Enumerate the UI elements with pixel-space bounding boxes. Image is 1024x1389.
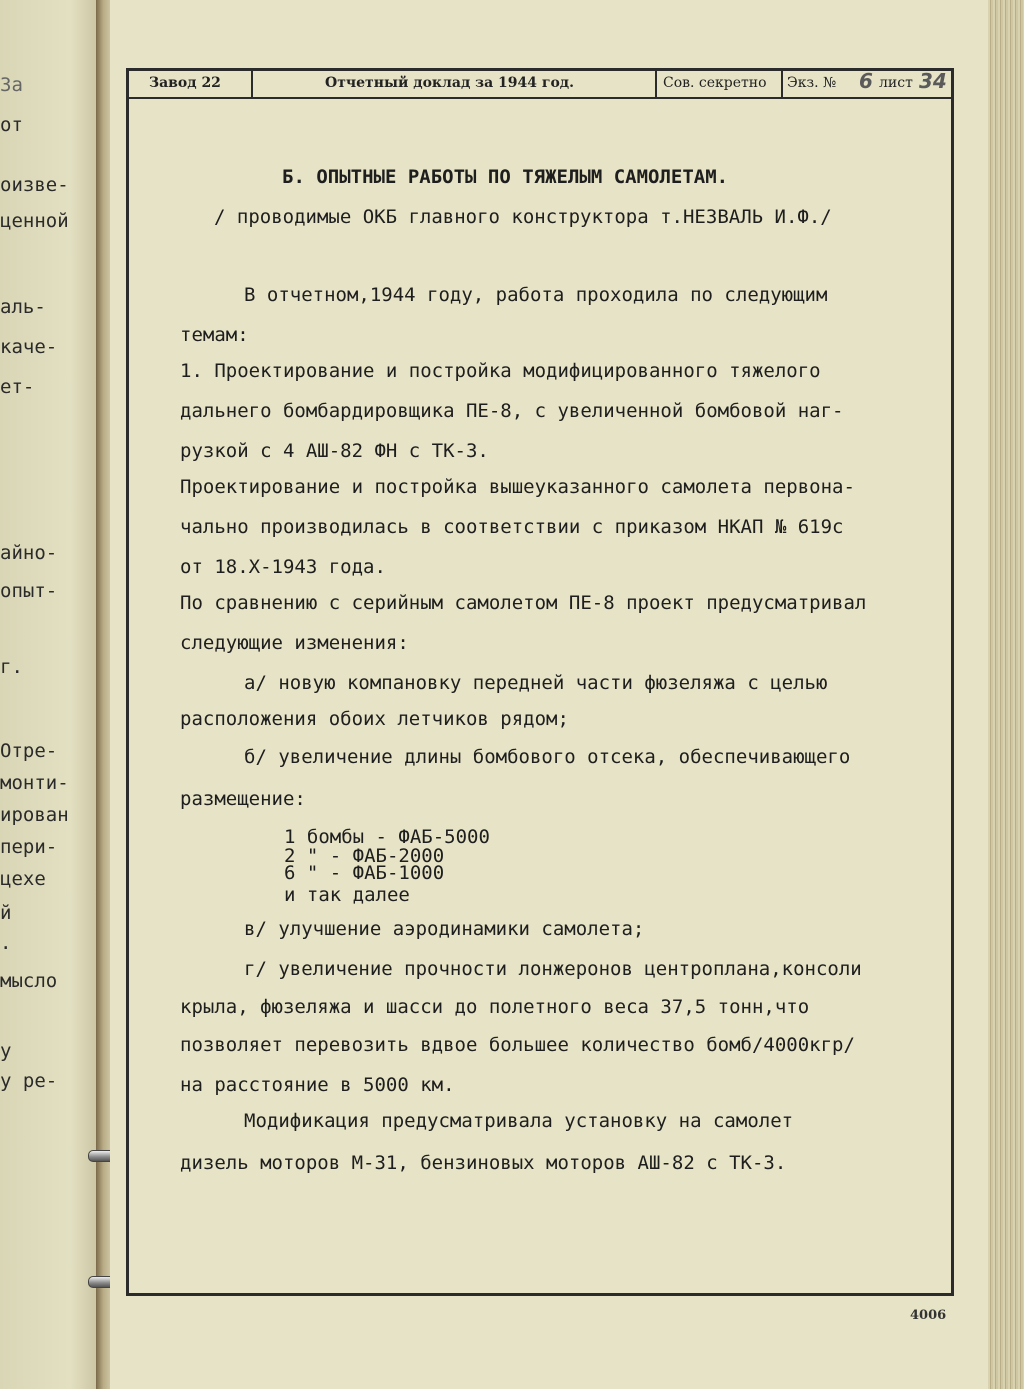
text-line: дизель моторов М-31, бензиновых моторов АШ-82 с ТК-3.	[180, 1152, 787, 1174]
left-page-line: ценной	[0, 210, 69, 232]
left-page	[0, 0, 100, 1389]
bomb-list-item: 1 бомбы - ФАБ-5000	[284, 826, 490, 848]
left-page-line: ет-	[0, 376, 35, 398]
left-page-line: й	[0, 902, 12, 924]
left-page-line: цехе	[0, 868, 46, 890]
bomb-list-item: 2 " - ФАБ-2000	[284, 845, 445, 867]
left-page-line: ирован	[0, 804, 69, 826]
page-number: 4006	[910, 1308, 947, 1323]
text-line: 1. Проектирование и постройка модифицированного тяжелого	[180, 360, 821, 382]
left-page-line: Отре-	[0, 740, 58, 762]
text-line: а/ новую компановку передней части фюзеляжа с целью	[244, 672, 828, 694]
left-page-line: айно-	[0, 542, 58, 564]
sheet-number: 34	[919, 69, 947, 93]
bomb-list-item: 6 " - ФАБ-1000	[284, 862, 445, 884]
text-line: на расстояние в 5000 км.	[180, 1074, 455, 1096]
text-line: б/ увеличение длины бомбового отсека, обеспечивающего	[244, 746, 851, 768]
sheet-label: лист	[879, 75, 913, 91]
text-line: следующие изменения:	[180, 632, 409, 654]
text-line: расположения обоих летчиков рядом;	[180, 708, 569, 730]
left-page-line: оизве-	[0, 174, 69, 196]
copy-number: 6	[859, 69, 873, 93]
text-line: от 18.Х-1943 года.	[180, 556, 386, 578]
left-page-line: монти-	[0, 772, 69, 794]
left-page-line: опыт-	[0, 580, 58, 602]
text-line: чально производилась в соответствии с приказом НКАП № 619с	[180, 516, 844, 538]
text-line: и так далее	[284, 884, 410, 906]
left-page-line: у	[0, 1040, 12, 1062]
left-page-line: пери-	[0, 836, 58, 858]
copy-label: Экз. №	[787, 75, 837, 91]
left-page-line: у ре-	[0, 1070, 58, 1092]
text-line: темам:	[180, 324, 249, 346]
report-title: Отчетный доклад за 1944 год.	[325, 75, 575, 91]
text-line: дальнего бомбардировщика ПЕ-8, с увеличенной бомбовой наг-	[180, 400, 844, 422]
text-line: крыла, фюзеляжа и шасси до полетного веса 37,5 тонн,что	[180, 996, 810, 1018]
section-title: Б. ОПЫТНЫЕ РАБОТЫ ПО ТЯЖЕЛЫМ САМОЛЕТАМ.	[282, 166, 729, 188]
text-line: Проектирование и постройка вышеуказанного самолета первона-	[180, 476, 855, 498]
left-page-line: каче-	[0, 336, 58, 358]
section-subtitle: / проводимые ОКБ главного конструктора т.НЕЗВАЛЬ И.Ф./	[214, 206, 832, 228]
text-line: в/ улучшение аэродинамики самолета;	[244, 918, 645, 940]
left-page-line: мысло	[0, 970, 58, 992]
text-line: В отчетном,1944 году, работа проходила по следующим	[244, 284, 828, 306]
left-page-line: .	[0, 932, 12, 954]
plant-label: Завод 22	[149, 75, 221, 91]
document-body	[110, 0, 988, 1389]
text-line: размещение:	[180, 788, 306, 810]
text-line: рузкой с 4 АШ-82 ФН с ТК-3.	[180, 440, 489, 462]
document-page	[110, 0, 988, 1389]
secrecy-stamp: Сов. секретно	[663, 75, 767, 91]
left-page-line: oт	[0, 114, 23, 136]
text-line: Модификация предусматривала установку на самолет	[244, 1110, 794, 1132]
left-page-line: аль-	[0, 296, 46, 318]
text-line: По сравнению с серийным самолетом ПЕ-8 проект предусматривал	[180, 592, 867, 614]
page-stack-edge	[988, 0, 1024, 1389]
text-line: г/ увеличение прочности лонжеронов центроплана,консоли	[244, 958, 862, 980]
left-page-line: г.	[0, 656, 23, 678]
text-line: позволяет перевозить вдвое большее количество бомб/4000кгр/	[180, 1034, 855, 1056]
left-page-line: 3a	[0, 74, 23, 96]
